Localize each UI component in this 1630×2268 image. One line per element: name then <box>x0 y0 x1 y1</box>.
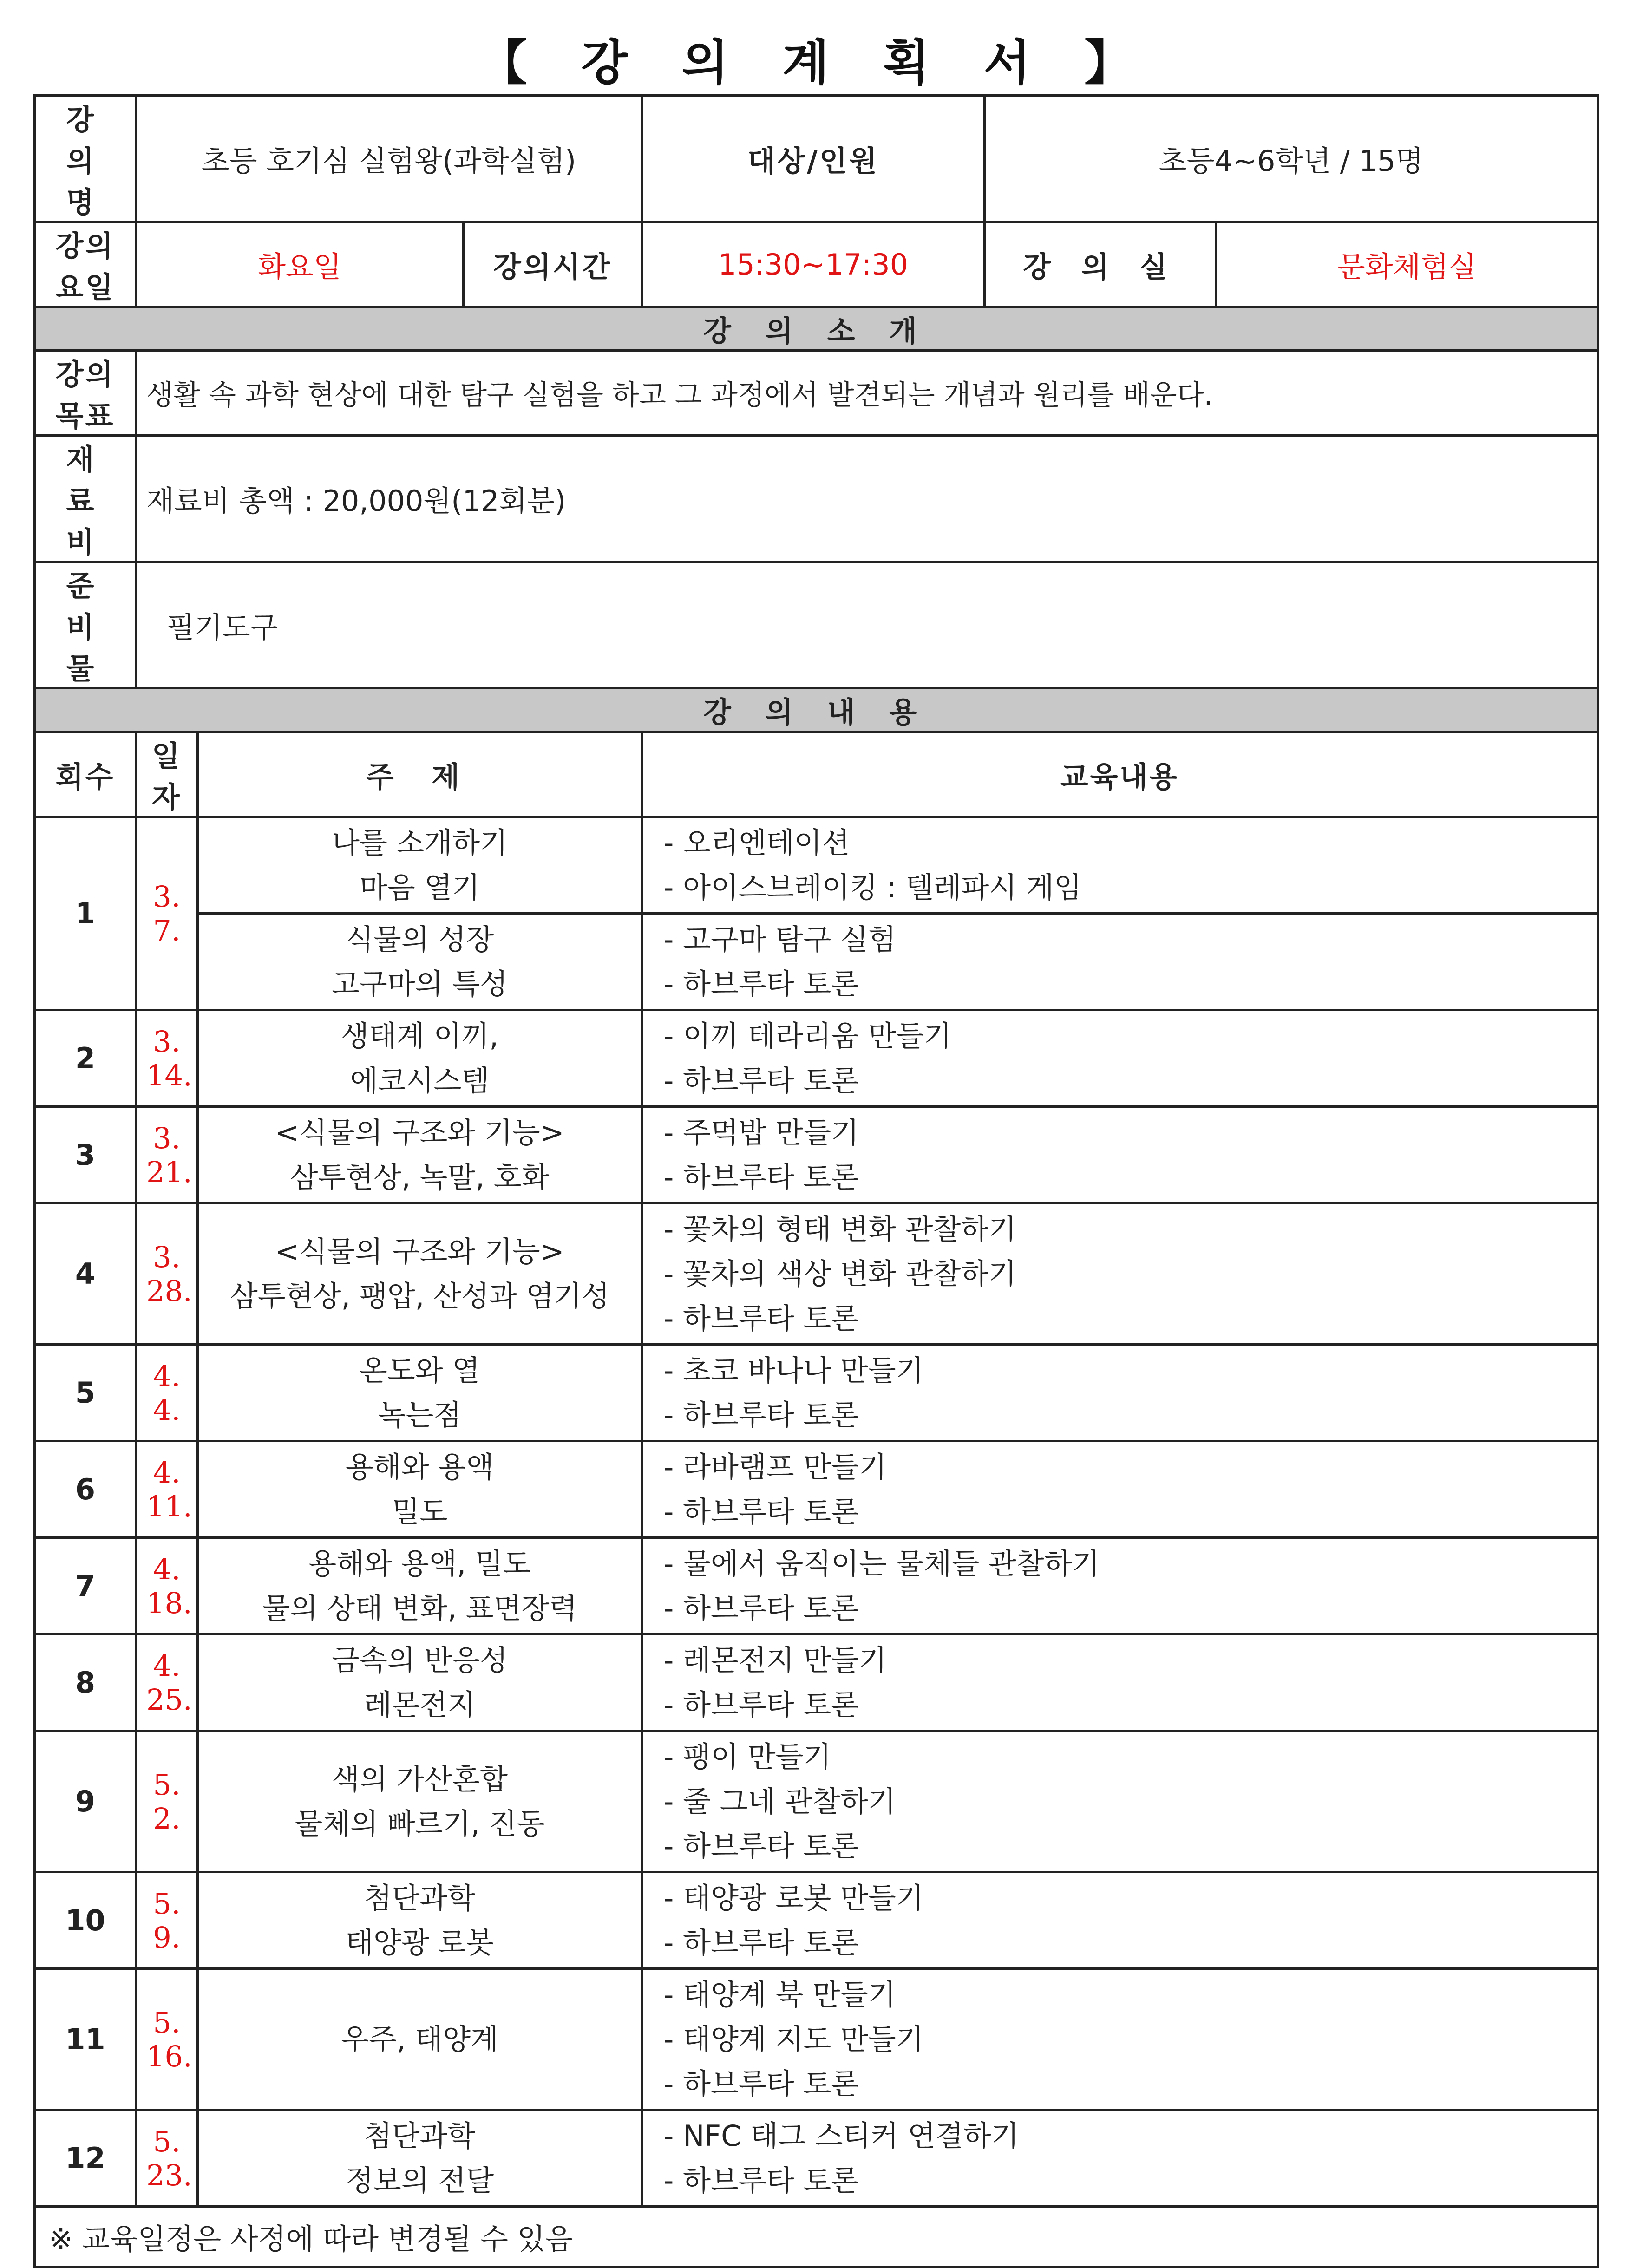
session-number: 5 <box>35 1345 136 1441</box>
prep-value: 필기도구 <box>136 562 1598 688</box>
session-row <box>35 1203 1598 1345</box>
content-item: - 꽃차의 색상 변화 관찰하기 <box>663 1256 1017 1291</box>
content-item: - 레몬전지 만들기 <box>663 1643 887 1677</box>
topic-line: 첨단과학 <box>364 1881 476 1915</box>
target-value: 초등4~6학년 / 15명 <box>985 96 1598 222</box>
topic-cell <box>198 1010 642 1107</box>
topic-line: 용해와 용액 <box>345 1450 494 1484</box>
session-row <box>35 1345 1598 1441</box>
session-number: 2 <box>35 1010 136 1107</box>
topic-line: 에코시스템 <box>350 1063 490 1098</box>
session-date: 3. 14. <box>136 1010 198 1107</box>
topic-cell <box>198 1441 642 1538</box>
content-item: - 태양계 북 만들기 <box>663 1977 896 2012</box>
intro-header-row <box>35 307 1598 351</box>
topic-cell <box>198 1107 642 1203</box>
topic-line: 레몬전지 <box>364 1687 476 1722</box>
fee-label: 재 료 비 <box>35 436 136 562</box>
session-row <box>35 1010 1598 1107</box>
time-value: 15:30~17:30 <box>642 222 985 307</box>
col-header-session: 회수 <box>35 732 136 817</box>
session-row <box>35 817 1598 914</box>
content-item: - NFC 태그 스티커 연결하기 <box>663 2118 1019 2153</box>
goal-value: 생활 속 과학 현상에 대한 탐구 실험을 하고 그 과정에서 발견되는 개념과 원리를 배운다. <box>136 351 1598 436</box>
session-date: 3. 21. <box>136 1107 198 1203</box>
session-number: 8 <box>35 1634 136 1731</box>
content-cell <box>642 1731 1598 1872</box>
topic-line: 삼투현상, 팽압, 산성과 염기성 <box>229 1279 610 1313</box>
col-header-date: 일자 <box>136 732 198 817</box>
topic-cell <box>198 1203 642 1345</box>
course-name-value: 초등 호기심 실험왕(과학실험) <box>136 96 642 222</box>
topic-cell <box>198 1969 642 2110</box>
content-item: - 태양광 로봇 만들기 <box>663 1881 924 1915</box>
session-number: 11 <box>35 1969 136 2110</box>
session-row <box>35 1969 1598 2110</box>
session-number: 1 <box>35 817 136 1010</box>
topic-cell <box>198 1345 642 1441</box>
content-item: - 하브루타 토론 <box>663 2066 859 2101</box>
content-item: - 하브루타 토론 <box>663 1301 859 1335</box>
info-row-1 <box>35 96 1598 222</box>
room-value: 문화체험실 <box>1216 222 1598 307</box>
topic-line: 녹는점 <box>378 1398 462 1432</box>
session-date: 5. 16. <box>136 1969 198 2110</box>
content-item: - 하브루타 토론 <box>663 967 859 1001</box>
content-item: - 하브루타 토론 <box>663 2163 859 2197</box>
course-name-label: 강 의 명 <box>35 96 136 222</box>
content-header-row <box>35 688 1598 732</box>
info-row-2 <box>35 222 1598 307</box>
content-item: - 초코 바나나 만들기 <box>663 1353 924 1387</box>
content-cell <box>642 1969 1598 2110</box>
topic-line: 나를 소개하기 <box>331 825 508 860</box>
content-cell <box>642 1872 1598 1969</box>
content-cell <box>642 2110 1598 2207</box>
session-date: 5. 2. <box>136 1731 198 1872</box>
content-item: - 하브루타 토론 <box>663 1063 859 1098</box>
topic-cell <box>198 1872 642 1969</box>
content-item: - 태양계 지도 만들기 <box>663 2022 924 2056</box>
session-number: 4 <box>35 1203 136 1345</box>
day-label: 강의요일 <box>35 222 136 307</box>
content-item: - 줄 그네 관찰하기 <box>663 1784 896 1818</box>
content-item: - 팽이 만들기 <box>663 1739 831 1774</box>
session-number: 9 <box>35 1731 136 1872</box>
topic-cell <box>198 1731 642 1872</box>
session-date: 5. 23. <box>136 2110 198 2207</box>
session-row <box>35 1107 1598 1203</box>
session-number: 10 <box>35 1872 136 1969</box>
session-number: 3 <box>35 1107 136 1203</box>
session-row <box>35 1872 1598 1969</box>
content-item: - 하브루타 토론 <box>663 1494 859 1529</box>
session-row <box>35 1731 1598 1872</box>
content-item: - 이끼 테라리움 만들기 <box>663 1019 952 1053</box>
time-label: 강의시간 <box>464 222 642 307</box>
room-label: 강 의 실 <box>985 222 1216 307</box>
content-item: - 물에서 움직이는 물체들 관찰하기 <box>663 1546 1100 1581</box>
topic-line: 금속의 반응성 <box>331 1643 508 1677</box>
topic-cell <box>198 1634 642 1731</box>
content-cell <box>642 1010 1598 1107</box>
content-header: 강 의 내 용 <box>35 688 1598 732</box>
content-item: - 하브루타 토론 <box>663 1591 859 1625</box>
session-date: 4. 18. <box>136 1538 198 1634</box>
target-label: 대상/인원 <box>642 96 985 222</box>
session-number: 12 <box>35 2110 136 2207</box>
content-columns-row <box>35 732 1598 817</box>
session-date: 3. 28. <box>136 1203 198 1345</box>
content-cell <box>642 817 1598 914</box>
day-value: 화요일 <box>136 222 464 307</box>
session-date: 3. 7. <box>136 817 198 1010</box>
content-cell <box>642 914 1598 1010</box>
topic-line: <식물의 구조와 기능> <box>275 1115 564 1150</box>
content-cell <box>642 1634 1598 1731</box>
fee-value: 재료비 총액 : 20,000원(12회분) <box>136 436 1598 562</box>
content-item: - 오리엔테이션 <box>663 825 850 860</box>
content-item: - 아이스브레이킹 : 텔레파시 게임 <box>663 870 1082 904</box>
topic-line: 마음 열기 <box>359 870 480 904</box>
intro-header: 강 의 소 개 <box>35 307 1598 351</box>
col-header-topic: 주 제 <box>198 732 642 817</box>
topic-line: 생태계 이끼, <box>341 1019 498 1053</box>
content-cell <box>642 1441 1598 1538</box>
topic-cell <box>198 1538 642 1634</box>
topic-line: 용해와 용액, 밀도 <box>308 1546 531 1581</box>
prep-row <box>35 562 1598 688</box>
content-cell <box>642 1107 1598 1203</box>
topic-line: 물체의 빠르기, 진동 <box>295 1806 545 1841</box>
topic-cell <box>198 817 642 914</box>
topic-line: 온도와 열 <box>359 1353 480 1387</box>
topic-line: 우주, 태양계 <box>341 2022 498 2056</box>
topic-line: 첨단과학 <box>364 2118 476 2153</box>
session-row <box>35 914 1598 1010</box>
content-item: - 고구마 탐구 실험 <box>663 922 896 956</box>
session-date: 5. 9. <box>136 1872 198 1969</box>
topic-line: <식물의 구조와 기능> <box>275 1234 564 1268</box>
content-cell <box>642 1345 1598 1441</box>
schedule-note: ※ 교육일정은 사정에 따라 변경될 수 있음 <box>35 2207 1598 2267</box>
goal-row <box>35 351 1598 436</box>
col-header-content: 교육내용 <box>642 732 1598 817</box>
topic-cell <box>198 914 642 1010</box>
content-cell <box>642 1203 1598 1345</box>
topic-line: 정보의 전달 <box>345 2163 494 2197</box>
content-item: - 하브루타 토론 <box>663 1687 859 1722</box>
session-row <box>35 1441 1598 1538</box>
session-row <box>35 1634 1598 1731</box>
content-item: - 꽃차의 형태 변화 관찰하기 <box>663 1212 1017 1246</box>
goal-label: 강의목표 <box>35 351 136 436</box>
content-item: - 하브루타 토론 <box>663 1160 859 1194</box>
topic-line: 태양광 로봇 <box>345 1925 494 1960</box>
fee-row <box>35 436 1598 562</box>
topic-line: 식물의 성장 <box>345 922 494 956</box>
topic-line: 밀도 <box>392 1494 448 1529</box>
topic-line: 삼투현상, 녹말, 호화 <box>290 1160 550 1194</box>
content-item: - 하브루타 토론 <box>663 1829 859 1863</box>
lecture-plan-table <box>33 94 1599 2268</box>
content-item: - 하브루타 토론 <box>663 1398 859 1432</box>
topic-cell <box>198 2110 642 2207</box>
page-title: 【 강 의 계 획 서 】 <box>478 34 1152 91</box>
content-item: - 라바램프 만들기 <box>663 1450 887 1484</box>
session-row <box>35 2110 1598 2207</box>
content-item: - 주먹밥 만들기 <box>663 1115 859 1150</box>
content-cell <box>642 1538 1598 1634</box>
session-number: 7 <box>35 1538 136 1634</box>
topic-line: 색의 가산혼합 <box>331 1762 508 1796</box>
note-row <box>35 2207 1598 2267</box>
topic-line: 물의 상태 변화, 표면장력 <box>262 1591 577 1625</box>
prep-label: 준 비 물 <box>35 562 136 688</box>
session-number: 6 <box>35 1441 136 1538</box>
session-date: 4. 25. <box>136 1634 198 1731</box>
content-item: - 하브루타 토론 <box>663 1925 859 1960</box>
session-date: 4. 4. <box>136 1345 198 1441</box>
topic-line: 고구마의 특성 <box>331 967 508 1001</box>
session-row <box>35 1538 1598 1634</box>
session-date: 4. 11. <box>136 1441 198 1538</box>
